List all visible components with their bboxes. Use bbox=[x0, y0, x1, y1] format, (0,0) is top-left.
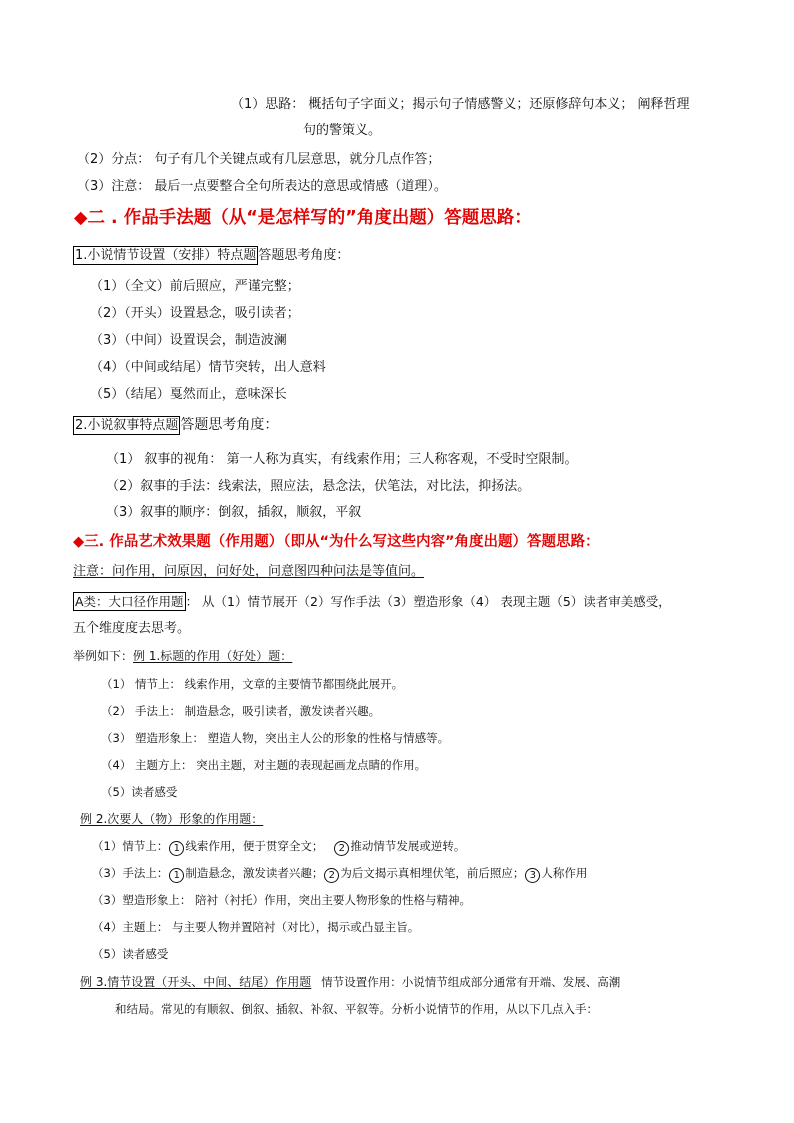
ex1-item-3: （3） 塑造形象上： 塑造人物，突出主人公的形象的性格与情感等。 bbox=[101, 731, 450, 745]
circle-1-icon: 1 bbox=[169, 841, 184, 856]
ex2-item-2-text-b: 为后文揭示真相埋伏笔，前后照应； bbox=[340, 866, 525, 880]
narrative-item-3: （3）叙事的顺序：倒叙，插叙，顺叙，平叙 bbox=[106, 505, 362, 520]
s1-line-2: 句的警策义。 bbox=[303, 123, 382, 138]
a-type-line-2: 五个维度度去思考。 bbox=[73, 621, 191, 636]
narrative-item-1: （1） 叙事的视角： 第一人称为真实，有线索作用；三人称客观，不受时空限制。 bbox=[106, 452, 578, 467]
ex1-item-1: （1） 情节上： 线索作用，文章的主要情节都围绕此展开。 bbox=[101, 677, 404, 691]
ex1-title: 例 1.标题的作用（好处）题： bbox=[133, 649, 293, 663]
ex3-title: 例 3.情节设置（开头、中间、结尾）作用题 bbox=[80, 975, 312, 989]
section-three-heading: ◆三. 作品艺术效果题（作用题）（即从“为什么写这些内容”角度出题）答题思路： bbox=[73, 534, 600, 550]
ex1-item-4: （4） 主题方上： 突出主题，对主题的表现起画龙点睛的作用。 bbox=[101, 758, 427, 772]
plot-item-1: （1）（全文）前后照应，严谨完整； bbox=[90, 279, 300, 294]
circle-1-icon: 1 bbox=[169, 868, 184, 883]
narrative-suffix: 答题思考角度： bbox=[180, 417, 279, 433]
plot-item-4: （4）（中间或结尾）情节突转，出人意料 bbox=[90, 360, 326, 375]
s1-line-3: （2）分点： 句子有几个关键点或有几层意思，就分几点作答； bbox=[77, 152, 441, 167]
s1-line-1: （1）思路： 概括句子字面义；揭示句子情感警义；还原修辞句本义； 阐释哲理 bbox=[231, 97, 690, 112]
circle-3-icon: 3 bbox=[525, 868, 540, 883]
section-two-heading: ◆二 . 作品手法题（从“是怎样写的”角度出题）答题思路： bbox=[74, 208, 532, 228]
ex2-item-2-text-a: 制造悬念，激发读者兴趣； bbox=[185, 866, 324, 880]
ex2-item-2-text-c: 人称作用 bbox=[541, 866, 588, 880]
ex1-prefix: 举例如下： bbox=[73, 649, 134, 663]
ex1-item-5: （5）读者感受 bbox=[101, 785, 178, 799]
narrative-title: 2.小说叙事特点题 bbox=[75, 418, 179, 433]
ex3-text-1: 情节设置作用：小说情节组成部分通常有开端、发展、高潮 bbox=[321, 975, 621, 989]
ex2-item-3: （3）塑造形象上： 陪衬（衬托）作用，突出主要人物形象的性格与精神。 bbox=[92, 893, 471, 907]
narrative-heading bbox=[73, 416, 278, 435]
plot-item-5: （5）（结尾）戛然而止，意味深长 bbox=[90, 387, 287, 402]
a-type-label: A类：大口径作用题 bbox=[75, 594, 184, 609]
circle-2-icon: 2 bbox=[324, 868, 339, 883]
s1-line-4: （3）注意： 最后一点要整合全句所表达的意思或情感（道理）。 bbox=[77, 179, 447, 194]
a-type-text: ： 从（1）情节展开（2）写作手法（3）塑造形象（4） 表现主题（5）读者审美感受， bbox=[185, 594, 671, 609]
narrative-item-2: （2）叙事的手法：线索法，照应法，悬念法，伏笔法，对比法，抑扬法。 bbox=[106, 479, 531, 494]
ex3-line-1 bbox=[80, 974, 620, 990]
ex2-item-2 bbox=[92, 865, 587, 883]
circle-2-icon: 2 bbox=[334, 841, 349, 856]
ex2-title: 例 2.次要人（物）形象的作用题： bbox=[80, 812, 264, 826]
plot-setting-title: 1.小说情节设置（安排）特点题 bbox=[75, 248, 257, 263]
a-type-line bbox=[73, 592, 671, 611]
ex1-item-2: （2） 手法上： 制造悬念，吸引读者，激发读者兴趣。 bbox=[101, 704, 381, 718]
ex2-item-4: （4）主题上： 与主要人物并置陪衬（对比），揭示或凸显主旨。 bbox=[92, 920, 420, 934]
ex2-item-1-text-a: 线索作用，便于贯穿全文； bbox=[185, 839, 324, 853]
ex2-item-2-label: （3）手法上： bbox=[92, 866, 169, 880]
note-line: 注意：问作用，问原因，问好处，问意图四种问法是等值问。 bbox=[73, 564, 425, 579]
ex2-item-1 bbox=[92, 838, 465, 856]
plot-setting-heading bbox=[73, 246, 349, 265]
plot-setting-suffix: 答题思考角度： bbox=[258, 248, 350, 263]
plot-item-2: （2）（开头）设置悬念，吸引读者； bbox=[90, 306, 300, 321]
ex3-line-2: 和结局。常见的有顺叙、倒叙、插叙、补叙、平叙等。分析小说情节的作用，从以下几点入手： bbox=[115, 1002, 598, 1016]
ex2-item-1-text-b: 推动情节发展或逆转。 bbox=[350, 839, 466, 853]
ex2-item-5: （5）读者感受 bbox=[92, 947, 169, 961]
ex2-item-1-label: （1）情节上： bbox=[92, 839, 169, 853]
plot-item-3: （3）（中间）设置误会，制造波澜 bbox=[90, 333, 287, 348]
ex1-heading bbox=[73, 648, 292, 664]
